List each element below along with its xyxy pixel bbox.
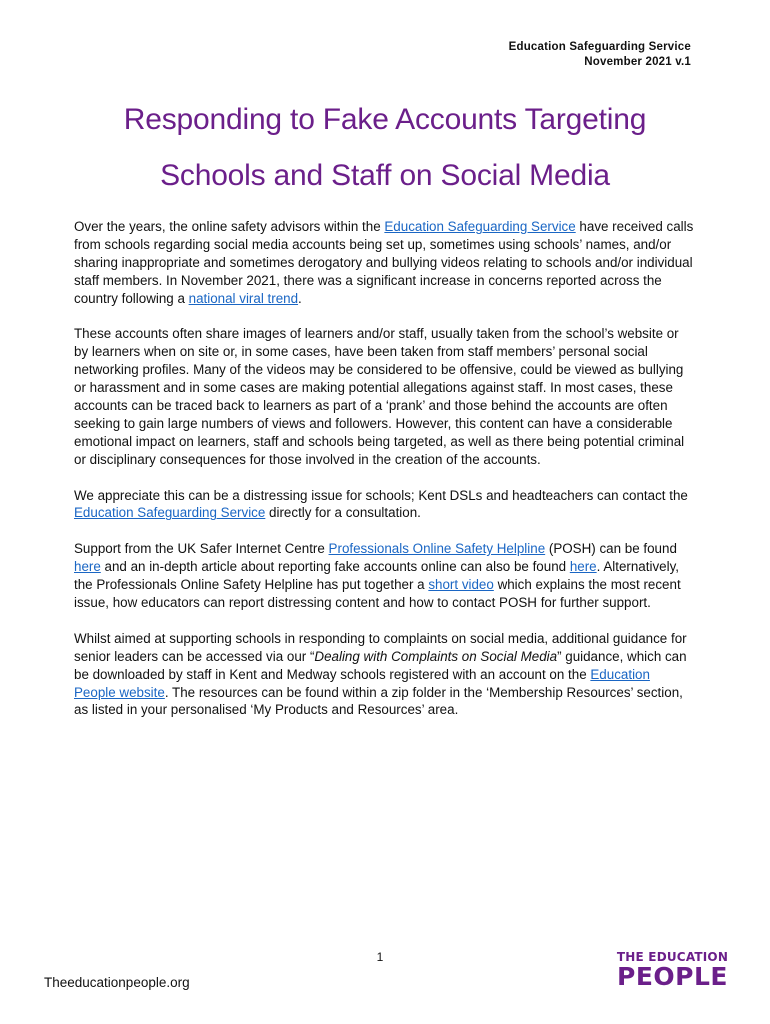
- text-span: and an in-depth article about reporting fake accounts online can also be found: [100, 559, 570, 575]
- text-span: Support from the UK Safer Internet Centre: [74, 541, 329, 557]
- page-number: 1: [376, 950, 384, 964]
- the-education-people-logo: [610, 950, 735, 990]
- education-people-website-link[interactable]: Education People website: [74, 666, 650, 700]
- text-span: .: [298, 290, 302, 306]
- paragraph-support: [74, 540, 694, 612]
- text-span: which explains the most recent issue, how educators can report distressing content and how to contact POSH for further support.: [74, 577, 681, 610]
- text-span: Whilst aimed at supporting schools in responding to complaints on social media, additional guidance for senior leaders can be accessed via our “: [74, 630, 687, 664]
- paragraph-guidance: [74, 630, 694, 720]
- title-line-2: Schools and Staff on Social Media: [160, 159, 610, 192]
- text-span: have received calls from schools regarding social media accounts being set up, sometimes using schools’ names, and/or sharing inappropriate and sometimes derogatory and bullying videos relating to schools and/or individual staff members. In November 2021, there was a significant increase in concerns reported across the country following a: [74, 219, 694, 306]
- text-span: (POSH) can be found: [545, 541, 677, 557]
- text-span: directly for a consultation.: [265, 505, 421, 521]
- national-viral-trend-link[interactable]: national viral trend: [188, 290, 299, 306]
- document-body: [74, 218, 694, 737]
- paragraph-intro: [74, 218, 694, 308]
- paragraph-consultation: [74, 487, 694, 523]
- text-span: Over the years, the online safety advisors within the: [74, 219, 385, 234]
- text-span: We appreciate this can be a distressing issue for schools; Kent DSLs and headteachers can contact the: [74, 487, 688, 503]
- text-span: . Alternatively, the Professionals Online Safety Helpline has put together a: [74, 559, 679, 593]
- posh-helpline-link[interactable]: Professionals Online Safety Helpline: [328, 541, 546, 557]
- footer-website: Theeducationpeople.org: [44, 975, 190, 990]
- article-here-link[interactable]: here: [569, 559, 597, 575]
- title-line-1: Responding to Fake Accounts Targeting: [123, 103, 647, 136]
- guidance-title: Dealing with Complaints on Social Media: [314, 648, 558, 664]
- logo-line-2: PEOPLE: [617, 962, 728, 991]
- text-span: ” guidance, which can be downloaded by staff in Kent and Medway schools registered with an account on the: [74, 648, 687, 682]
- education-safeguarding-service-link[interactable]: Education Safeguarding Service: [384, 219, 576, 234]
- logo-line-1: THE EDUCATION: [616, 950, 729, 964]
- posh-here-link[interactable]: here: [74, 559, 101, 575]
- short-video-link[interactable]: short video: [428, 577, 494, 593]
- page-title: [40, 92, 730, 204]
- header-version: November 2021 v.1: [584, 56, 691, 68]
- text-span: . The resources can be found within a zip folder in the ‘Membership Resources’ section, as listed in your personalised ‘My Products and Resources’ area.: [74, 684, 683, 718]
- education-safeguarding-service-link-2[interactable]: Education Safeguarding Service: [74, 505, 266, 521]
- paragraph-accounts: These accounts often share images of learners and/or staff, usually taken from the school’s website or by learners when on site or, in some cases, have been taken from staff members’ personal social networking profiles. Many of the videos may be considered to be offensive, could be viewed as bullying or harassment and in some cases are making potential allegations against staff. In most cases, these accounts can be traced back to learners as part of a ‘prank’ and those behind the accounts are often seeking to gain large numbers of views and followers. However, this content can have a considerable emotional impact on learners, staff and schools being targeted, as well as there being potential criminal or disciplinary consequences for those involved in the creation of the accounts.: [74, 326, 685, 467]
- header-organisation: Education Safeguarding Service: [508, 41, 691, 53]
- document-header: [509, 40, 691, 70]
